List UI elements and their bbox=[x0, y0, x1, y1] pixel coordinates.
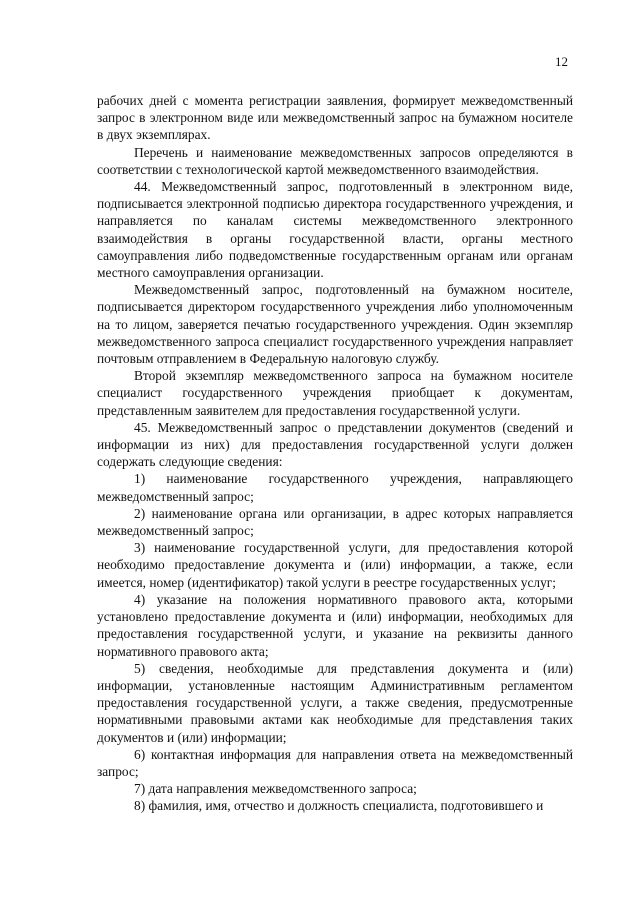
paragraph-second-copy: Второй экземпляр межведомственного запроса на бумажном носителе специалист государственного учреждения приобщает к документам, представленным заявителем для предоставления государственной услуги. bbox=[97, 368, 573, 418]
list-item-6: 6) контактная информация для направления ответа на межведомственный запрос; bbox=[97, 746, 573, 779]
document-body bbox=[97, 92, 573, 815]
list-item-2: 2) наименование органа или организации, в адрес которых направляется межведомственный запрос; bbox=[97, 505, 573, 539]
list-item-8: 8) фамилия, имя, отчество и должность специалиста, подготовившего и bbox=[134, 798, 544, 814]
paragraph-44: 44. Межведомственный запрос, подготовленный в электронном виде, подписывается электронной подписью директора государственного учреждения, и направляется по каналам системы межведомственного электронного взаимодействия в органы государственной власти, органы местного самоуправления либо подведомственные государственным органам или органам местного самоуправления организации. bbox=[97, 179, 573, 281]
list-item-7: 7) дата направления межведомственного запроса; bbox=[134, 781, 417, 797]
paragraph-paper-request: Межведомственный запрос, подготовленный на бумажном носителе, подписывается директором государственного учреждения либо уполномоченным на то лицом, заверяется печатью государственного учреждения. Один экземпляр межведомственного запроса специалист государственного учреждения направляет почтовым отправлением в Федеральную налоговую службу. bbox=[97, 282, 573, 367]
list-item-5: 5) сведения, необходимые для представления документа и (или) информации, установленные настоящим Административным регламентом предоставления государственной услуги, а также сведения, предусмотренные нормативными правовыми актами как необходимые для представления таких документов и (или) информации; bbox=[97, 660, 573, 745]
list-item-4: 4) указание на положения нормативного правового акта, которыми установлено предоставление документа и (или) информации, необходимых для предоставления государственной услуги, и указание на реквизиты данного нормативного правового акта; bbox=[97, 591, 573, 659]
list-item-1: 1) наименование государственного учреждения, направляющего межведомственный запрос; bbox=[97, 471, 573, 504]
paragraph-45: 45. Межведомственный запрос о представлении документов (сведений и информации из них) для предоставления государственной услуги должен содержать следующие сведения: bbox=[97, 419, 573, 470]
list-item-3: 3) наименование государственной услуги, для предоставления которой необходимо предоставление документа и (или) информации, а также, если имеется, номер (идентификатор) такой услуги в реестре государственных услуг; bbox=[97, 540, 573, 590]
paragraph-continuation: рабочих дней с момента регистрации заявления, формирует межведомственный запрос в электронном виде или межведомственный запрос на бумажном носителе в двух экземплярах. bbox=[97, 93, 573, 143]
paragraph-requests-list: Перечень и наименование межведомственных запросов определяются в соответствии с технологической картой межведомственного взаимодействия. bbox=[97, 144, 573, 177]
page-number: 12 bbox=[555, 54, 568, 69]
